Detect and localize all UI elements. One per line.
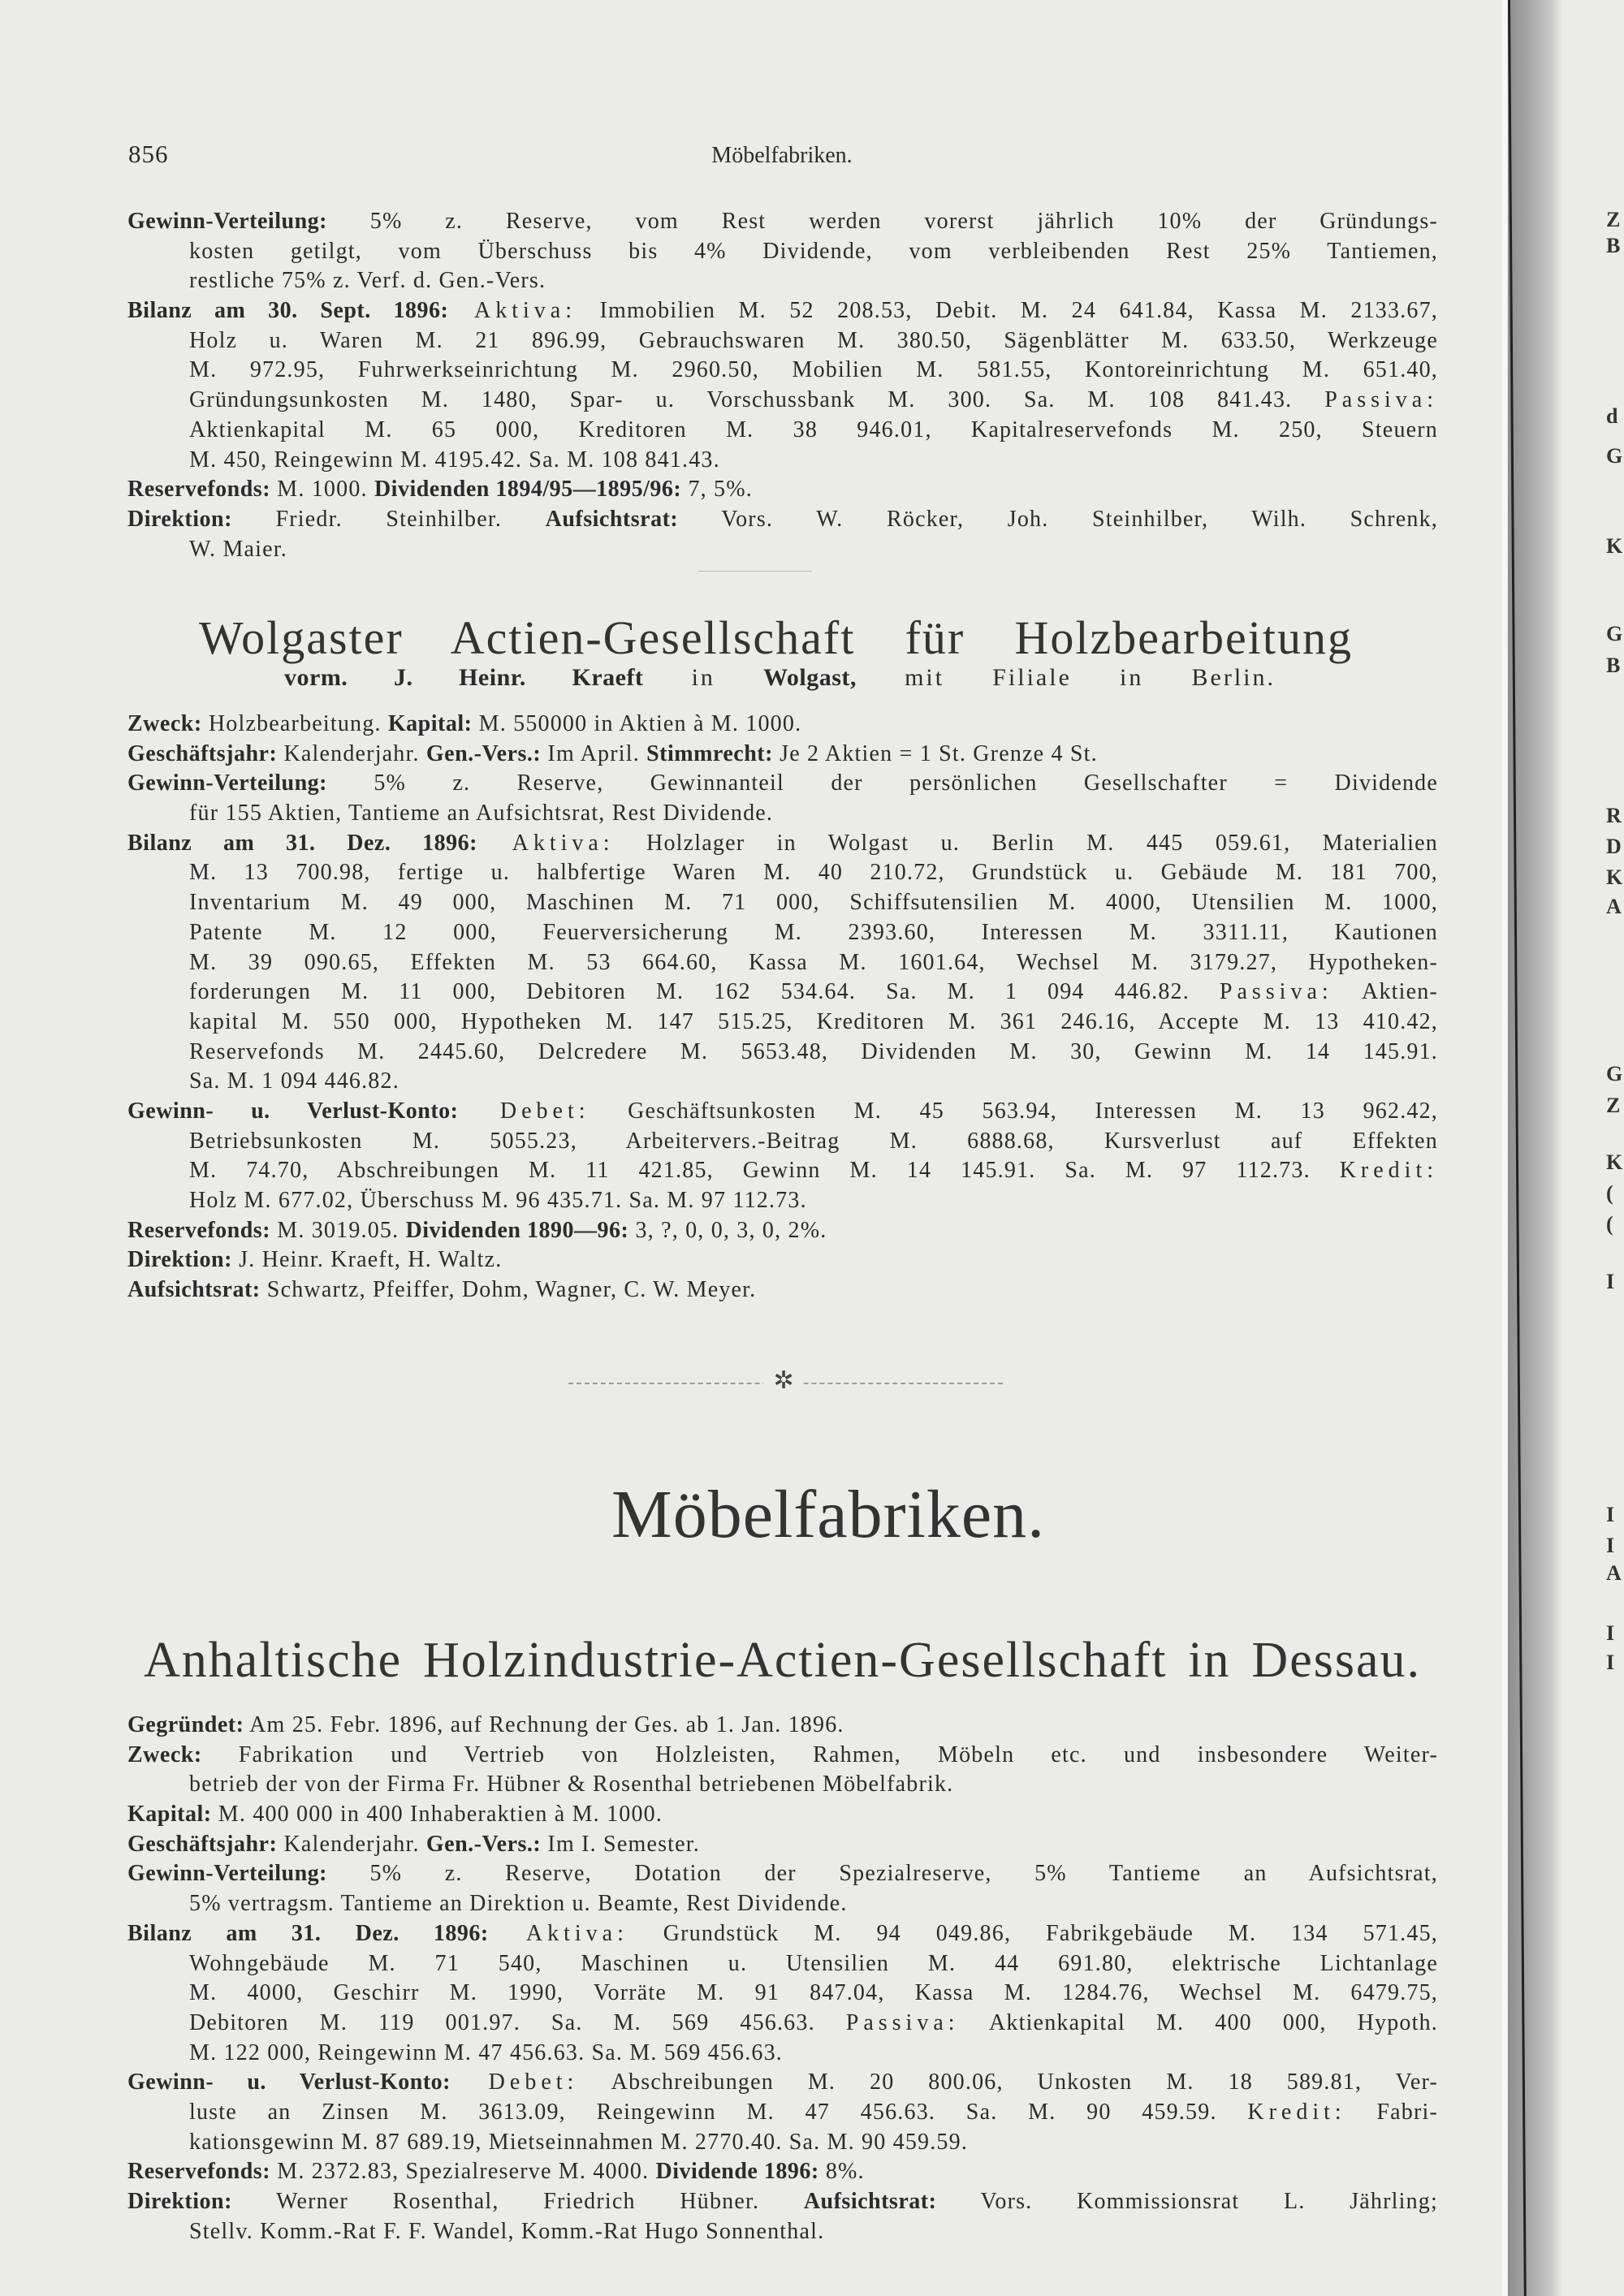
entry-continuation-line	[189, 1008, 1438, 1038]
field-text: Fabri-	[1345, 2099, 1439, 2125]
entry-continuation-line	[189, 1038, 1438, 1068]
field-text: Reservefonds M. 2445.60, Delcredere M. 5653.48, Dividenden M. 30, Gewinn M. 14 145.91.	[189, 1038, 1438, 1064]
field-text: Holzbearbeitung.	[201, 711, 388, 736]
entry-line	[127, 1919, 1438, 1949]
field-label: Zweck:	[127, 1741, 202, 1767]
field-text: M. 4000, Geschirr M. 1990, Vorräte M. 91 847.04, Kassa M. 1284.76, Wechsel M. 6479.75,	[189, 1980, 1438, 2006]
field-text: 5% z. Reserve, Gewinnanteil der persönlichen Gesellschafter = Dividende	[326, 770, 1438, 796]
field-label: Reservefonds:	[127, 2159, 271, 2185]
entry-continuation-line	[189, 1949, 1438, 1979]
entry-continuation-line	[189, 2128, 1438, 2158]
field-text: M. 400 000 in 400 Inhaberaktien à M. 1000.	[211, 1802, 663, 1828]
facing-page-letter: A	[1606, 1561, 1622, 1585]
facing-page-letter: (	[1606, 1181, 1613, 1205]
field-text: restliche 75% z. Verf. d. Gen.-Vers.	[189, 268, 546, 294]
field-text: 8%.	[818, 2159, 865, 2185]
facing-page-letter: D	[1606, 835, 1622, 858]
page-edge	[1502, 0, 1507, 2296]
entry-continuation-line	[189, 446, 1438, 476]
field-label: Reservefonds:	[127, 477, 271, 503]
field-text: Holzlager in Wolgast u. Berlin M. 445 059.61, Materialien	[614, 830, 1438, 856]
facing-page-letter: G	[1606, 622, 1623, 645]
field-label: Direktion:	[127, 2189, 232, 2214]
entry-line	[127, 1830, 1438, 1860]
field-text: W. Maier.	[189, 536, 287, 562]
entry-continuation-line	[189, 386, 1438, 416]
field-label: Aufsichtsrat:	[545, 506, 679, 532]
field-text: M. 74.70, Abschreibungen M. 11 421.85, Gewinn M. 14 145.91. Sa. M. 97 112.73.	[189, 1158, 1340, 1184]
floral-ornament-icon: ✲	[763, 1369, 804, 1393]
field-text: luste an Zinsen M. 3613.09, Reingewinn M. 47 456.63. Sa. M. 90 459.59.	[189, 2099, 1248, 2125]
entry-line	[127, 1097, 1438, 1127]
field-text: 3, ?, 0, 0, 3, 0, 2%.	[628, 1217, 827, 1243]
field-text: 5% z. Reserve, vom Rest werden vorerst jährlich 10% der Gründungs-	[326, 209, 1438, 234]
field-text: in	[643, 664, 764, 691]
field-text: 5% z. Reserve, Dotation der Spezialreserve, 5% Tantieme an Aufsichtsrat,	[326, 1861, 1438, 1887]
field-label: Geschäftsjahr:	[127, 1831, 278, 1857]
field-label: Gegründet:	[127, 1712, 244, 1737]
field-text: M. 39 090.65, Effekten M. 53 664.60, Kassa M. 1601.64, Wechsel M. 3179.27, Hypotheken-	[189, 949, 1438, 975]
facing-page-letter: I	[1606, 1621, 1615, 1645]
field-text: forderungen M. 11 000, Debitoren M. 162 534.64. Sa. M. 1 094 446.82.	[189, 979, 1220, 1005]
field-label: Bilanz am 30. Sept. 1896:	[127, 298, 449, 324]
field-text: Patente M. 12 000, Feuerversicherung M. 2393.60, Interessen M. 3311.11, Kautionen	[189, 919, 1438, 945]
entry-continuation-line	[189, 1979, 1438, 2009]
entry-continuation-line	[189, 1067, 1438, 1097]
field-label: Stimmrecht:	[646, 740, 773, 766]
entry-line	[127, 1275, 1438, 1306]
entry-continuation-line	[189, 888, 1438, 918]
spaced-label: Debet:	[451, 2069, 579, 2095]
facing-page-letter: I	[1606, 1503, 1615, 1526]
facing-page-letter: K	[1606, 865, 1623, 889]
field-text: M. 972.95, Fuhrwerkseinrichtung M. 2960.50, Mobilien M. 581.55, Kontoreinrichtung M. 651.40,	[189, 357, 1438, 383]
entry-line	[127, 475, 1438, 505]
field-text: Am 25. Febr. 1896, auf Rechnung der Ges. ab 1. Jan. 1896.	[244, 1712, 844, 1737]
field-label: Gewinn- u. Verlust-Konto:	[127, 1098, 459, 1124]
field-text: kapital M. 550 000, Hypotheken M. 147 515.25, Kreditoren M. 361 246.16, Accepte M. 13 410.42,	[189, 1008, 1438, 1034]
field-label: Dividenden 1890—96:	[405, 1217, 629, 1243]
field-text: Grundstück M. 94 049.86, Fabrikgebäude M. 134 571.45,	[628, 1920, 1438, 1946]
company-title-wolgast: Wolgaster Actien-Gesellschaft für Holzbearbeitung	[199, 611, 1353, 664]
field-label: Kapital:	[127, 1802, 212, 1828]
entry-line	[127, 740, 1438, 770]
field-text: Immobilien M. 52 208.53, Debit. M. 24 641.84, Kassa M. 2133.67,	[577, 298, 1438, 324]
facing-page-letter: K	[1606, 534, 1623, 558]
field-text: Aktien-	[1332, 979, 1438, 1005]
field-label: Aufsichtsrat:	[127, 1277, 261, 1303]
company-entry-dessau	[127, 1711, 1438, 2246]
company-subtitle-wolgast	[284, 664, 1276, 692]
entry-line	[127, 829, 1438, 859]
field-text: Debitoren M. 119 001.97. Sa. M. 569 456.63.	[189, 2009, 846, 2035]
field-label: Gen.-Vers.:	[425, 740, 542, 766]
page-number: 856	[128, 140, 169, 168]
section-continuation	[127, 207, 1438, 564]
field-text: M. 13 700.98, fertige u. halbfertige Waren M. 40 210.72, Grundstück u. Gebäude M. 181 700,	[189, 860, 1438, 886]
field-text: Schwartz, Pfeiffer, Dohm, Wagner, C. W. Meyer.	[260, 1277, 757, 1303]
entry-continuation-line	[189, 237, 1438, 267]
field-text: Gründungsunkosten M. 1480, Spar- u. Vorschussbank M. 300. Sa. M. 108 841.43.	[189, 387, 1325, 413]
field-label: Dividende 1896:	[655, 2159, 819, 2185]
entry-continuation-line	[189, 1770, 1438, 1800]
field-label: Gen.-Vers.:	[425, 1831, 542, 1857]
field-label: Bilanz am 31. Dez. 1896:	[127, 1920, 489, 1946]
field-label: Geschäftsjahr:	[127, 740, 278, 766]
spaced-label: Debet:	[458, 1098, 590, 1124]
field-text: M. 1000.	[270, 477, 374, 503]
field-text: 7, 5%.	[681, 477, 753, 503]
field-text: Kalenderjahr.	[277, 740, 426, 766]
facing-page-letter: K	[1606, 1150, 1623, 1174]
field-label: Direktion:	[127, 1247, 232, 1273]
facing-page-letter: A	[1606, 895, 1622, 918]
field-label: vorm. J. Heinr. Kraeft	[284, 664, 644, 691]
company-title-dessau: Anhaltische Holzindustrie-Actien-Gesellschaft in Dessau.	[144, 1633, 1421, 1688]
field-text: 5% vertragsm. Tantieme an Direktion u. Beamte, Rest Dividende.	[189, 1891, 848, 1917]
field-text: M. 3019.05.	[270, 1217, 406, 1243]
facing-page-letter: B	[1606, 654, 1621, 677]
field-label: Gewinn-Verteilung:	[127, 1861, 327, 1887]
field-label: Kapital:	[387, 711, 473, 736]
field-text: Je 2 Aktien = 1 St. Grenze 4 St.	[772, 740, 1098, 766]
entry-continuation-line	[189, 978, 1438, 1008]
field-text: M. 450, Reingewinn M. 4195.42. Sa. M. 108 841.43.	[189, 447, 720, 473]
field-text: M. 2372.83, Spezialreserve M. 4000.	[270, 2159, 656, 2185]
field-text: Vors. W. Röcker, Joh. Steinhilber, Wilh. Schrenk,	[678, 506, 1438, 532]
spaced-label: Aktiva:	[488, 1920, 628, 1946]
spaced-label: Aktiva:	[477, 830, 615, 856]
field-label: Aufsichtsrat:	[803, 2189, 937, 2214]
field-text: Holz u. Waren M. 21 896.99, Gebrauchswaren M. 380.50, Sägenblätter M. 633.50, Werkzeuge	[189, 327, 1438, 353]
field-text: M. 550000 in Aktien à M. 1000.	[472, 711, 802, 736]
section-divider-rule	[698, 571, 812, 572]
spaced-label: Passiva:	[1324, 387, 1438, 413]
chapter-heading: Möbelfabriken.	[611, 1477, 1046, 1552]
field-text: Inventarium M. 49 000, Maschinen M. 71 000, Schiffsutensilien M. 4000, Utensilien M. 1000,	[189, 890, 1438, 916]
facing-page-letter: R	[1606, 804, 1622, 827]
entry-continuation-line	[189, 266, 1438, 296]
field-text: mit Filiale in Berlin.	[856, 664, 1276, 691]
facing-page-letter: I	[1606, 1534, 1615, 1557]
entry-line	[127, 1800, 1438, 1830]
entry-continuation-line	[189, 918, 1438, 948]
field-text: Werner Rosenthal, Friedrich Hübner.	[231, 2189, 804, 2214]
spaced-label: Passiva:	[1219, 979, 1333, 1005]
field-text: Sa. M. 1 094 446.82.	[189, 1068, 400, 1094]
field-label: Bilanz am 31. Dez. 1896:	[127, 830, 477, 856]
entry-continuation-line	[189, 2098, 1438, 2128]
field-text: Wohngebäude M. 71 540, Maschinen u. Utensilien M. 44 691.80, elektrische Lichtanlage	[189, 1950, 1438, 1976]
field-text: für 155 Aktien, Tantieme an Aufsichtsrat, Rest Dividende.	[189, 801, 774, 826]
field-text: Im I. Semester.	[541, 1831, 700, 1857]
company-entry-wolgast	[127, 710, 1438, 1306]
spaced-label: Passiva:	[845, 2009, 960, 2035]
facing-page-letter: Z	[1606, 208, 1621, 231]
field-text: Friedr. Steinhilber.	[231, 506, 546, 532]
facing-page-letter: (	[1606, 1212, 1613, 1236]
entry-line	[127, 1216, 1438, 1246]
entry-continuation-line	[189, 416, 1438, 446]
field-text: Betriebsunkosten M. 5055.23, Arbeitervers.-Beitrag M. 6888.68, Kursverlust auf Effekten	[189, 1128, 1438, 1154]
facing-page-letter: I	[1606, 1270, 1615, 1293]
entry-continuation-line	[189, 535, 1438, 565]
entry-continuation-line	[189, 356, 1438, 386]
facing-page-letter: B	[1606, 234, 1621, 257]
field-text: Stellv. Komm.-Rat F. F. Wandel, Komm.-Rat Hugo Sonnenthal.	[189, 2218, 825, 2244]
entry-line	[127, 710, 1438, 740]
facing-page-letter: G	[1606, 444, 1623, 468]
entry-line	[127, 1741, 1438, 1771]
field-text: Im April.	[541, 740, 647, 766]
entry-line	[127, 1859, 1438, 1889]
field-label: Direktion:	[127, 506, 232, 532]
entry-continuation-line	[189, 1156, 1438, 1186]
entry-continuation-line	[189, 1186, 1438, 1216]
entry-continuation-line	[189, 2217, 1438, 2247]
entry-line	[127, 2187, 1438, 2217]
field-text: J. Heinr. Kraeft, H. Waltz.	[231, 1247, 503, 1273]
field-text: kationsgewinn M. 87 689.19, Mietseinnahmen M. 2770.40. Sa. M. 90 459.59.	[189, 2129, 969, 2155]
entry-line	[127, 1245, 1438, 1275]
entry-line	[127, 769, 1438, 799]
facing-page-letter: G	[1606, 1062, 1623, 1085]
entry-line	[127, 2157, 1438, 2187]
field-text: Geschäftsunkosten M. 45 563.94, Interessen M. 13 962.42,	[590, 1098, 1438, 1124]
entry-continuation-line	[189, 799, 1438, 829]
field-label: Reservefonds:	[127, 1217, 271, 1243]
spaced-label: Kredit:	[1339, 1158, 1438, 1184]
spaced-label: Kredit:	[1247, 2099, 1346, 2125]
entry-line	[127, 207, 1438, 237]
field-label: Gewinn-Verteilung:	[127, 209, 327, 234]
entry-line	[127, 505, 1438, 535]
entry-continuation-line	[189, 1889, 1438, 1919]
field-label: Zweck:	[127, 711, 202, 736]
field-label: Gewinn-Verteilung:	[127, 770, 327, 796]
entry-line	[127, 296, 1438, 326]
field-text: Vors. Kommissionsrat L. Jährling;	[936, 2189, 1438, 2214]
facing-page-letter: Z	[1606, 1094, 1621, 1117]
entry-continuation-line	[189, 326, 1438, 356]
field-label: Gewinn- u. Verlust-Konto:	[127, 2069, 451, 2095]
spaced-label: Aktiva:	[448, 298, 577, 324]
field-label: Wolgast,	[763, 664, 857, 691]
field-text: Fabrikation und Vertrieb von Holzleisten, Rahmen, Möbeln etc. und insbesondere Weiter-	[201, 1741, 1438, 1767]
entry-line	[127, 1711, 1438, 1741]
entry-continuation-line	[189, 1127, 1438, 1157]
facing-page-letter: d	[1606, 404, 1618, 428]
field-text: Abschreibungen M. 20 800.06, Unkosten M. 18 589.81, Ver-	[578, 2069, 1438, 2095]
entry-line	[127, 2068, 1438, 2098]
field-text: kosten getilgt, vom Überschuss bis 4% Dividende, vom verbleibenden Rest 25% Tantiemen,	[189, 238, 1438, 264]
entry-continuation-line	[189, 2009, 1438, 2039]
field-text: Aktienkapital M. 65 000, Kreditoren M. 38 946.01, Kapitalreservefonds M. 250, Steuern	[189, 416, 1438, 442]
entry-continuation-line	[189, 948, 1438, 978]
field-text: betrieb der von der Firma Fr. Hübner & Rosenthal betriebenen Möbelfabrik.	[189, 1772, 954, 1798]
facing-page-letter: I	[1606, 1651, 1615, 1674]
field-text: Kalenderjahr.	[277, 1831, 426, 1857]
entry-continuation-line	[189, 2039, 1438, 2069]
running-title: Möbelfabriken.	[711, 143, 853, 168]
field-text: Aktienkapital M. 400 000, Hypoth.	[959, 2009, 1438, 2035]
entry-continuation-line	[189, 858, 1438, 888]
field-text: Holz M. 677.02, Überschuss M. 96 435.71. Sa. M. 97 112.73.	[189, 1188, 807, 1213]
field-label: Dividenden 1894/95—1895/96:	[374, 477, 682, 503]
field-text: M. 122 000, Reingewinn M. 47 456.63. Sa. M. 569 456.63.	[189, 2039, 783, 2065]
